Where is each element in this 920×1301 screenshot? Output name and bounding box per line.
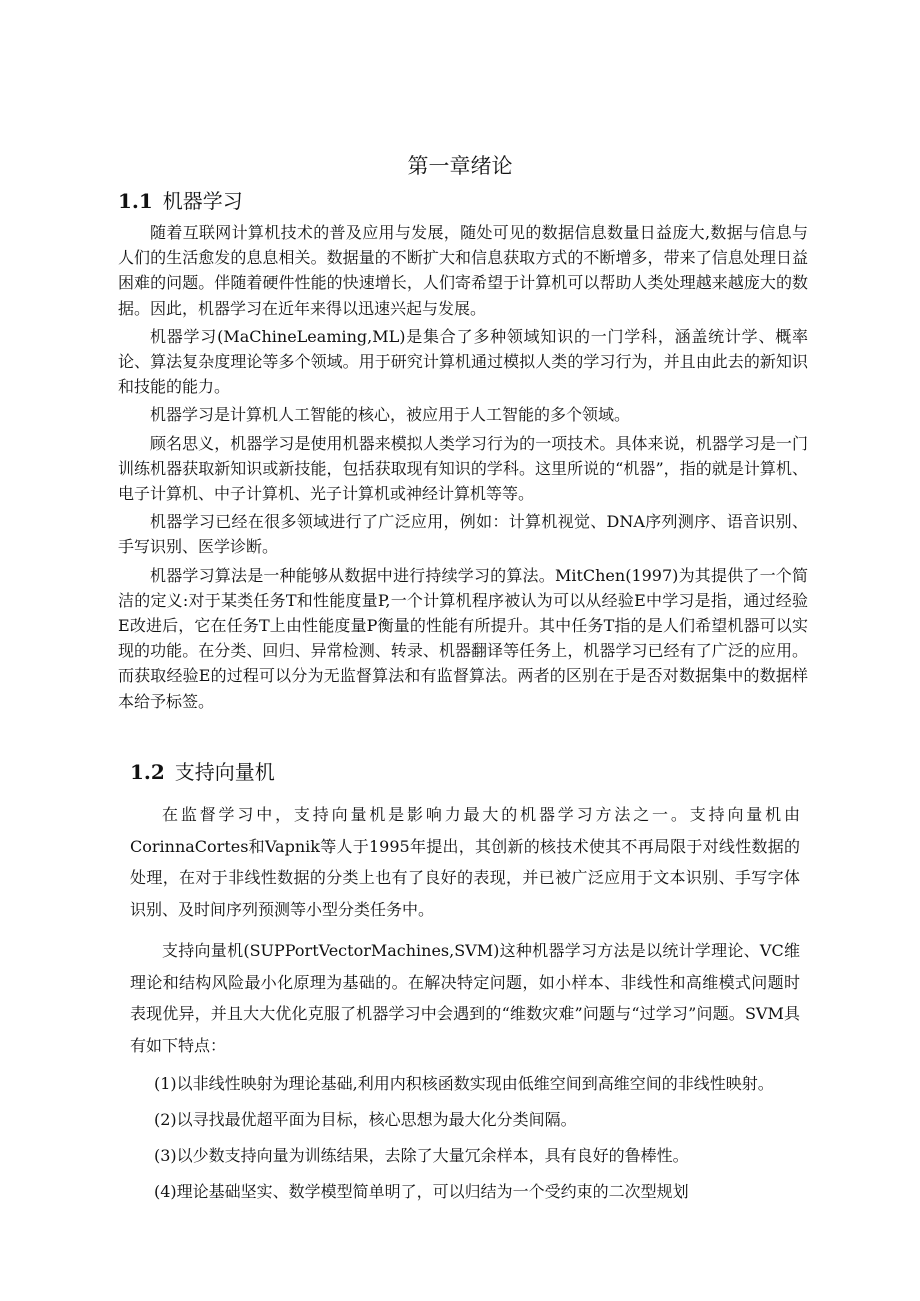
section-number: 1.2: [130, 760, 165, 784]
paragraph: 随着互联网计算机技术的普及应用与发展，随处可见的数据信息数量日益庞大,数据与信息与人们的生活愈发的息息相关。数据量的不断扩大和信息获取方式的不断增多，带来了信息处理日益困难的问题。伴随着硬件性能的快速增长，人们寄希望于计算机可以帮助人类处理越来越庞大的数据。因此，机器学习在近年来得以迅速兴起与发展。: [118, 223, 808, 318]
paragraph: 支持向量机(SUPPortVectorMachines,SVM)这种机器学习方法是以统计学理论、VC维理论和结构风险最小化原理为基础的。在解决特定问题，如小样本、非线性和高维模式问题时表现优异，并且大大优化克服了机器学习中会遇到的“维数灾难”问题与“过学习”问题。SVM具有如下特点：: [130, 941, 800, 1055]
list-item: (1)以非线性映射为理论基础,利用内积核函数实现由低维空间到高维空间的非线性映射。: [154, 1074, 774, 1093]
list-item: (2)以寻找最优超平面为目标，核心思想为最大化分类间隔。: [154, 1110, 577, 1129]
section-title: 机器学习: [162, 189, 243, 213]
list-item: (4)理论基础坚实、数学模型简单明了，可以归结为一个受约束的二次型规划: [154, 1182, 689, 1201]
feature-list: [130, 1071, 800, 1204]
section-heading: [118, 186, 808, 220]
paragraph: 顾名思义，机器学习是使用机器来模拟人类学习行为的一项技术。具体来说，机器学习是一门训练机器获取新知识或新技能，包括获取现有知识的学科。这里所说的“机器”，指的就是计算机、电子计算机、中子计算机、光子计算机或神经计算机等等。: [118, 433, 808, 504]
paragraph: 机器学习是计算机人工智能的核心，被应用于人工智能的多个领域。: [150, 405, 631, 425]
list-item: (3)以少数支持向量为训练结果，去除了大量冗余样本，具有良好的鲁棒性。: [154, 1146, 689, 1165]
paragraph: 机器学习(MaChineLeaming,ML)是集合了多种领域知识的一门学科，涵盖统计学、概率论、算法复杂度理论等多个领域。用于研究计算机通过模拟人类的学习行为，并且由此去的新知识和技能的能力。: [118, 326, 808, 397]
paragraph: 机器学习已经在很多领域进行了广泛应用，例如：计算机视觉、DNA序列测序、语音识别、手写识别、医学诊断。: [118, 512, 808, 557]
section-machine-learning: [118, 186, 808, 717]
section-support-vector-machine: [130, 757, 800, 1215]
paragraph: 在监督学习中，支持向量机是影响力最大的机器学习方法之一。支持向量机由CorinnaCortes和Vapnik等人于1995年提出，其创新的核技术使其不再局限于对线性数据的处理，在对于非线性数据的分类上也有了良好的表现，并已被广泛应用于文本识别、手写字体识别、及时间序列预测等小型分类任务中。: [130, 805, 800, 919]
section-heading: [130, 757, 800, 791]
chapter-title: 第一章绪论: [407, 154, 513, 178]
paragraph: 机器学习算法是一种能够从数据中进行持续学习的算法。MitChen(1997)为其提供了一个简洁的定义:对于某类任务T和性能度量P,一个计算机程序被认为可以从经验E中学习是指，通过经验E改进后，它在任务T上由性能度量P衡量的性能有所提升。其中任务T指的是人们希望机器可以实现的功能。在分类、回归、异常检测、转录、机器翻译等任务上，机器学习已经有了广泛的应用。而获取经验E的过程可以分为无监督算法和有监督算法。两者的区别在于是否对数据集中的数据样本给予标签。: [118, 565, 808, 711]
section-number: 1.1: [118, 189, 153, 213]
section-title: 支持向量机: [174, 760, 275, 784]
